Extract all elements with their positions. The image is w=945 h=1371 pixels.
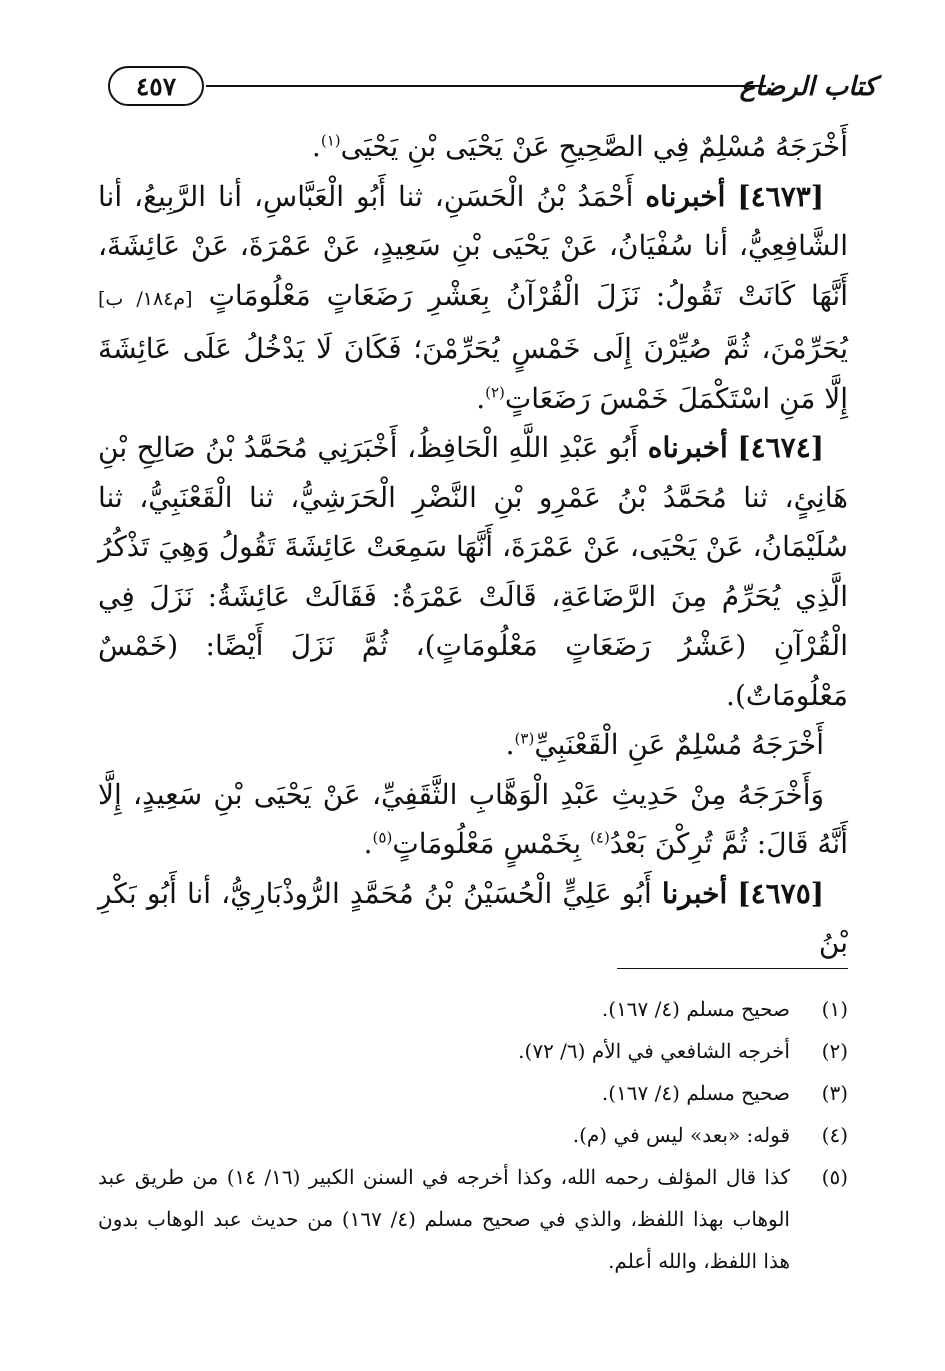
hadith-4675 <box>98 869 848 968</box>
footnote-number: (٤) <box>821 1123 848 1147</box>
paragraph-takhrij-1 <box>98 720 848 770</box>
hadith-text: أَبُو عَلِيٍّ الْحُسَيْنُ بْنُ مُحَمَّدٍ الرُّوذْبَارِيُّ، أنا أَبُو بَكْرِ بْنُ <box>98 876 848 959</box>
chain-marker: أخبرنا <box>661 876 728 910</box>
footnote-text: كذا قال المؤلف رحمه الله، وكذا أخرجه في السنن الكبير (١٦/ ١٤) من طريق عبد الوهاب بهذا اللفظ، والذي في صحيح مسلم (٤/ ١٦٧) من حديث عبد الوهاب بدون هذا اللفظ، والله أعلم. <box>98 1165 790 1273</box>
footnote <box>98 988 848 1030</box>
footnote <box>98 1114 848 1156</box>
footnote <box>98 1030 848 1072</box>
takhrij-end: . <box>363 827 373 860</box>
paragraph-takhrij-2 <box>98 770 848 869</box>
footnote-number: (٥) <box>821 1165 848 1189</box>
hadith-number: [٤٦٧٤] <box>737 431 824 464</box>
footnotes <box>98 988 848 1282</box>
hadith-number: [٤٦٧٣] <box>737 179 825 213</box>
paragraph-1 <box>98 122 848 172</box>
hadith-end: . <box>476 381 486 415</box>
hadith-4674 <box>98 423 848 720</box>
manuscript-ref: [م١٨٤/ ب] <box>98 287 193 310</box>
hadith-4673 <box>98 172 848 424</box>
footnote-ref-3: (٣) <box>514 729 535 748</box>
footnote-ref-2: (٢) <box>485 383 505 402</box>
footnote <box>98 1072 848 1114</box>
footnote-ref-5: (٥) <box>372 828 393 847</box>
chain-marker: أخبرناه <box>647 431 728 464</box>
book-title: كتاب الرضاع <box>739 72 877 102</box>
footnote-text: صحيح مسلم (٤/ ١٦٧). <box>601 1081 790 1105</box>
header-rule <box>206 85 766 87</box>
takhrij-end: . <box>505 728 515 761</box>
footnote-number: (٢) <box>821 1039 848 1063</box>
footnote-text: أخرجه الشافعي في الأم (٦/ ٧٢). <box>518 1039 790 1063</box>
footnote <box>98 1156 848 1282</box>
takhrij-text-b: بِخَمْسٍ مَعْلُومَاتٍ <box>392 827 582 860</box>
paragraph-1-end: . <box>311 130 321 163</box>
takhrij-text-a: وَأَخْرَجَهُ مِنْ حَدِيثِ عَبْدِ الْوَهَّابِ الثَّقَفِيِّ، عَنْ يَحْيَى بْنِ سَعِيدٍ، إِلَّا أَنَّهُ قَالَ: ثُمَّ تُرِكْنَ بَعْدُ <box>98 777 848 860</box>
footnote-text: قوله: «بعد» ليس في (م). <box>572 1123 790 1147</box>
footnote-ref-4: (٤) <box>590 828 610 847</box>
footnote-separator <box>617 968 848 969</box>
main-text <box>98 122 848 968</box>
footnote-number: (١) <box>821 997 848 1021</box>
chain-marker: أخبرناه <box>645 179 726 213</box>
page-header <box>108 62 877 112</box>
footnote-number: (٣) <box>821 1081 848 1105</box>
page-number: ٤٥٧ <box>135 71 177 101</box>
hadith-text-a: أَحْمَدُ بْنُ الْحَسَنِ، ثنا أَبُو الْعَبَّاسِ، أنا الرَّبِيعُ، أنا الشَّافِعِيُّ، أنا سُفْيَانُ، عَنْ يَحْيَى بْنِ سَعِيدٍ، عَنْ عَمْرَةَ، عَنْ عَائِشَةَ، أَنَّهَا كَانَتْ تَقُولُ: نَزَلَ الْقُرْآنُ بِعَشْرِ رَضَعَاتٍ مَعْلُومَاتٍ <box>98 179 848 312</box>
takhrij-text: أَخْرَجَهُ مُسْلِمٌ عَنِ الْقَعْنَبِيِّ <box>534 728 824 761</box>
paragraph-1-text: أَخْرَجَهُ مُسْلِمٌ فِي الصَّحِيحِ عَنْ يَحْيَى بْنِ يَحْيَى <box>340 130 848 163</box>
hadith-text-b: يُحَرِّمْنَ، ثُمَّ صُيِّرْنَ إِلَى خَمْسٍ يُحَرِّمْنَ؛ فَكَانَ لَا يَدْخُلُ عَلَى عَائِشَةَ إِلَّا مَنِ اسْتَكْمَلَ خَمْسَ رَضَعَاتٍ <box>98 332 848 415</box>
page-number-badge <box>108 66 204 106</box>
hadith-text: أَبُو عَبْدِ اللَّهِ الْحَافِظُ، أَخْبَرَنِي مُحَمَّدُ بْنُ صَالِحِ بْنِ هَانِئٍ، ثنا مُحَمَّدُ بْنُ عَمْرِو بْنِ النَّضْرِ الْحَرَشِيُّ، ثنا الْقَعْنَبِيُّ، ثنا سُلَيْمَانُ، عَنْ يَحْيَى، عَنْ عَمْرَةَ، أَنَّهَا سَمِعَتْ عَائِشَةَ تَقُولُ وَهِيَ تَذْكُرُ الَّذِي يُحَرِّمُ مِنَ الرَّضَاعَةِ، قَالَتْ عَمْرَةُ: فَقَالَتْ عَائِشَةُ: نَزَلَ فِي الْقُرْآنِ (عَشْرُ رَضَعَاتٍ مَعْلُومَاتٍ)، ثُمَّ نَزَلَ أَيْضًا: (خَمْسٌ مَعْلُومَاتٌ). <box>98 431 848 712</box>
footnote-ref-1: (١) <box>320 131 341 150</box>
hadith-number: [٤٦٧٥] <box>737 876 824 910</box>
footnote-text: صحيح مسلم (٤/ ١٦٧). <box>601 997 790 1021</box>
